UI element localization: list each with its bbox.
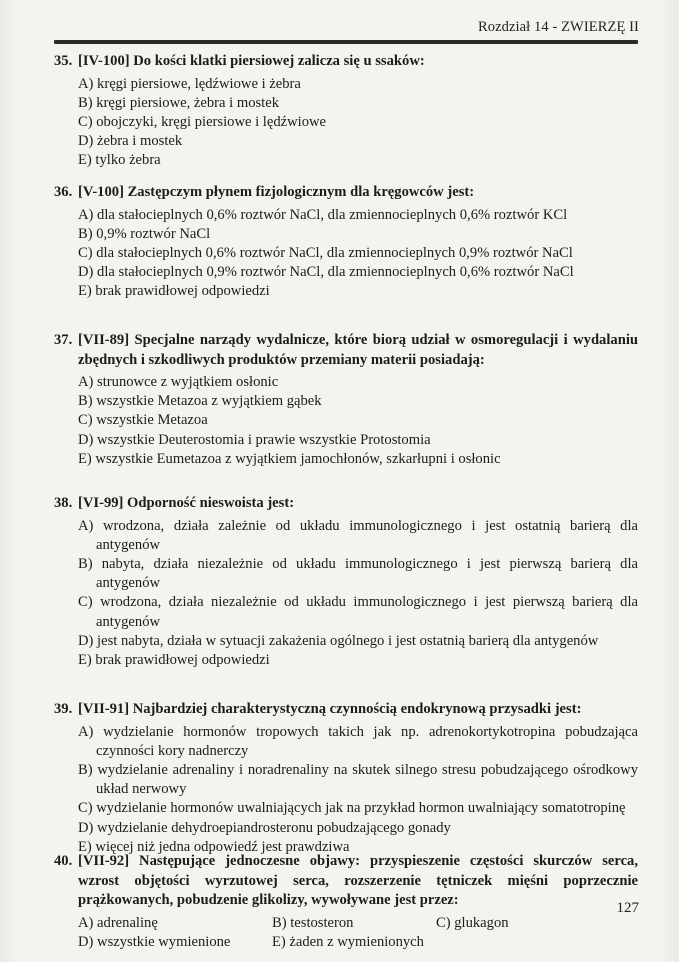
header-rule bbox=[54, 40, 638, 44]
answer-option-d: D) żebra i mostek bbox=[78, 133, 183, 150]
question-number: 35. bbox=[54, 53, 73, 69]
answer-option-a: A) wydzielanie hormonów tropowych takich jak np. adrenokortykotropina pobudzająca czynności kory nadnerczy bbox=[78, 723, 638, 759]
question-38 bbox=[54, 494, 638, 670]
question-stem bbox=[54, 52, 638, 72]
answer-option-b: B) nabyta, działa niezależnie od układu immunologicznego i jest pierwszą barierą dla antygenów bbox=[78, 555, 638, 592]
question-stem bbox=[54, 852, 638, 911]
answer-options-grid bbox=[54, 914, 638, 952]
question-36 bbox=[54, 183, 638, 302]
running-head: Rozdział 14 - ZWIERZĘ II bbox=[477, 19, 639, 35]
answer-options bbox=[54, 723, 638, 857]
answer-options bbox=[54, 517, 638, 671]
answer-option-a: A) adrenalinę bbox=[78, 914, 158, 931]
answer-option-c: C) obojczyki, kręgi piersiowe i lędźwiowe bbox=[78, 113, 327, 130]
question-stem bbox=[54, 700, 638, 720]
answer-option-c: C) wydzielanie hormonów uwalniających jak na przykład hormon uwalniający somatotropinę bbox=[78, 800, 626, 817]
answer-option-a: A) strunowce z wyjątkiem osłonic bbox=[78, 374, 279, 390]
question-text: [V-100] Zastępczym płynem fizjologicznym dla kręgowców jest: bbox=[78, 184, 475, 200]
page-number: 127 bbox=[616, 900, 639, 916]
answer-option-e: E) żaden z wymienionych bbox=[272, 933, 424, 950]
answer-option-d: D) wszystkie Deuterostomia i prawie wszystkie Protostomia bbox=[78, 431, 431, 448]
answer-option-b: B) wszystkie Metazoa z wyjątkiem gąbek bbox=[78, 393, 322, 410]
answer-option-b: B) 0,9% roztwór NaCl bbox=[78, 225, 211, 242]
question-number: 38. bbox=[54, 495, 73, 511]
answer-options bbox=[54, 373, 638, 469]
question-stem bbox=[54, 331, 638, 370]
answer-option-d: D) jest nabyta, działa w sytuacji zakażenia ogólnego i jest ostatnią barierą dla antygenów bbox=[78, 632, 599, 649]
answer-option-e: E) brak prawidłowej odpowiedzi bbox=[78, 651, 270, 668]
question-number: 40. bbox=[54, 853, 73, 869]
question-text: [IV-100] Do kości klatki piersiowej zalicza się u ssaków: bbox=[78, 53, 425, 69]
question-stem bbox=[54, 494, 638, 514]
answer-option-e: E) tylko żebra bbox=[78, 152, 161, 169]
answer-option-a: A) dla stałocieplnych 0,6% roztwór NaCl, dla zmiennocieplnych 0,6% roztwór KCl bbox=[78, 206, 568, 223]
answer-option-a: A) wrodzona, działa zależnie od układu immunologicznego i jest ostatnią barierą dla antygenów bbox=[78, 517, 638, 553]
answer-option-b: B) wydzielanie adrenaliny i noradrenaliny na skutek silnego stresu pobudzającego ośrodkowy układ nerwowy bbox=[78, 761, 638, 798]
question-number: 39. bbox=[54, 701, 73, 717]
question-stem bbox=[54, 183, 638, 203]
question-37 bbox=[54, 331, 638, 469]
answer-option-e: E) brak prawidłowej odpowiedzi bbox=[78, 283, 270, 300]
question-number: 36. bbox=[54, 184, 73, 200]
answer-option-a: A) kręgi piersiowe, lędźwiowe i żebra bbox=[78, 75, 301, 92]
question-39 bbox=[54, 700, 638, 857]
answer-option-d: D) dla stałocieplnych 0,9% roztwór NaCl, dla zmiennocieplnych 0,6% roztwór NaCl bbox=[78, 264, 574, 281]
answer-option-c: C) dla stałocieplnych 0,6% roztwór NaCl, dla zmiennocieplnych 0,9% roztwór NaCl bbox=[78, 244, 573, 261]
question-text: [VII-89] Specjalne narządy wydalnicze, które biorą udział w osmoregulacji i wydalaniu zbędnych i szkodliwych produktów przemiany materii posiadają: bbox=[78, 332, 638, 368]
question-35 bbox=[54, 52, 638, 171]
answer-options bbox=[54, 75, 638, 171]
answer-option-e: E) więcej niż jedna odpowiedź jest prawdziwa bbox=[78, 838, 350, 855]
answer-option-b: B) kręgi piersiowe, żebra i mostek bbox=[78, 94, 280, 111]
answer-option-e: E) wszystkie Eumetazoa z wyjątkiem jamochłonów, szkarłupni i osłonic bbox=[78, 450, 501, 467]
answer-option-d: D) wydzielanie dehydroepiandrosteronu pobudzającego gonady bbox=[78, 819, 451, 836]
question-text: [VII-92] Następujące jednoczesne objawy: przyspieszenie częstości skurczów serca, wzrost objętości wyrzutowej serca, rozszerzenie tętniczek mięśni poprzecznie prążkowanych, pobudzenie glikolizy, wywoływane jest przez: bbox=[78, 853, 638, 908]
answer-option-c: C) wszystkie Metazoa bbox=[78, 412, 208, 429]
question-40 bbox=[54, 852, 638, 952]
answer-option-c: C) glukagon bbox=[436, 914, 509, 931]
answer-options bbox=[54, 206, 638, 302]
answer-option-c: C) wrodzona, działa niezależnie od układu immunologicznego i jest pierwszą barierą dla antygenów bbox=[78, 594, 638, 630]
question-text: [VI-99] Odporność nieswoista jest: bbox=[78, 495, 295, 511]
question-text: [VII-91] Najbardziej charakterystyczną czynnością endokrynową przysadki jest: bbox=[78, 701, 582, 717]
answer-option-b: B) testosteron bbox=[272, 914, 354, 931]
answer-option-d: D) wszystkie wymienione bbox=[78, 933, 231, 950]
question-number: 37. bbox=[54, 332, 73, 348]
